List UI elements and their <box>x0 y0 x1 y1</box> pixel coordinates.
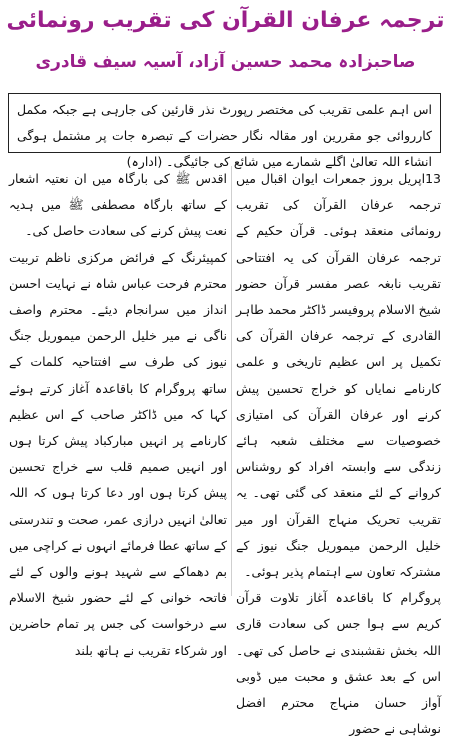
paragraph: اقدس ﷺ کی بارگاہ میں ان نعتیہ اشعار کے ساتھ بارگاہ مصطفی ﷺ میں ہدیہ نعت پیش کرنے کی سعادت حاصل کی۔ <box>9 171 227 239</box>
column-divider <box>231 166 232 596</box>
paragraph: 13اپریل بروز جمعرات ایوان اقبال میں ترجمہ عرفان القرآن کی تقریب رونمائی منعقد ہوئی۔ قرآن حکیم کے ترجمہ عرفان القرآن کی یہ افتتاحی تقریب نابغہ عصر مفسر قرآن حضور شیخ الاسلام پروفیسر ڈاکٹر محمد طاہر القادری کے ترجمہ عرفان القرآن کی تکمیل پر اس عظیم تاریخی و علمی کارنامے نمایاں کو خراج تحسین پیش کرنے اور عرفان القرآن کی امتیازی خصوصیات سے مختلف شعبہ ہائے زندگی سے وابستہ افراد کو روشناس کروانے کے لئے منعقد کی گئی تھی۔ یہ تقریب تحریک منہاج القرآن اور میر خلیل الرحمن میموریل جنگ نیوز کے مشترکہ تعاون سے اہتمام پذیر ہوئی۔ <box>236 171 441 580</box>
article-title: ترجمہ عرفان القرآن کی تقریب رونمائی <box>6 8 445 33</box>
paragraph: پروگرام کا باقاعدہ آغاز تلاوت قرآن کریم سے ہوا جس کی سعادت قاری اللہ بخش نقشبندی نے حاصل کی تھی۔ اس کے بعد عشق و محبت میں ڈوبی آواز حسان منہاج محترم افضل نوشاہی نے حضور <box>236 590 441 737</box>
article-column-right <box>236 166 441 737</box>
editor-note: اس اہم علمی تقریب کی مختصر رپورٹ نذر قارئین کی جارہی ہے جبکہ مکمل کارروائی جو مقررین اور مقالہ نگار حضرات کے تبصرہ جات پر مشتمل ہوگی انشاء اللہ تعالیٰ اگلے شمارے میں شائع کی جائیگی۔ (ادارہ) <box>17 102 432 169</box>
article-byline: صاحبزادہ محمد حسین آزاد، آسیہ سیف قادری <box>35 52 416 72</box>
paragraph: کمپیئرنگ کے فرائض مرکزی ناظم تربیت محترم فرحت عباس شاہ نے نہایت احسن انداز میں سرانجام دیئے۔ محترم واصف ناگی نے میر خلیل الرحمن میموریل جنگ نیوز کی طرف سے افتتاحیہ کلمات کے ساتھ پروگرام کا باقاعدہ آغاز کرتے ہوئے کہا کہ میں ڈاکٹر صاحب کے اس عظیم کارنامے پر انہیں مبارکباد پیش کرتا ہوں اور انہیں صمیم قلب سے خراج تحسین پیش کرتا ہوں اور دعا کرتا ہوں کہ اللہ تعالیٰ انہیں درازی عمر، صحت و تندرستی کے ساتھ عطا فرمائے انہوں نے کراچی میں بم دھماکے سے شہید ہونے والوں کے لئے فاتحہ خوانی کے لئے حضور شیخ الاسلام سے درخواست کی جس پر تمام حاضرین اور شرکاء تقریب نے ہاتھ بلند <box>9 249 227 658</box>
editor-note-box <box>8 93 441 169</box>
article-column-left <box>9 166 227 658</box>
